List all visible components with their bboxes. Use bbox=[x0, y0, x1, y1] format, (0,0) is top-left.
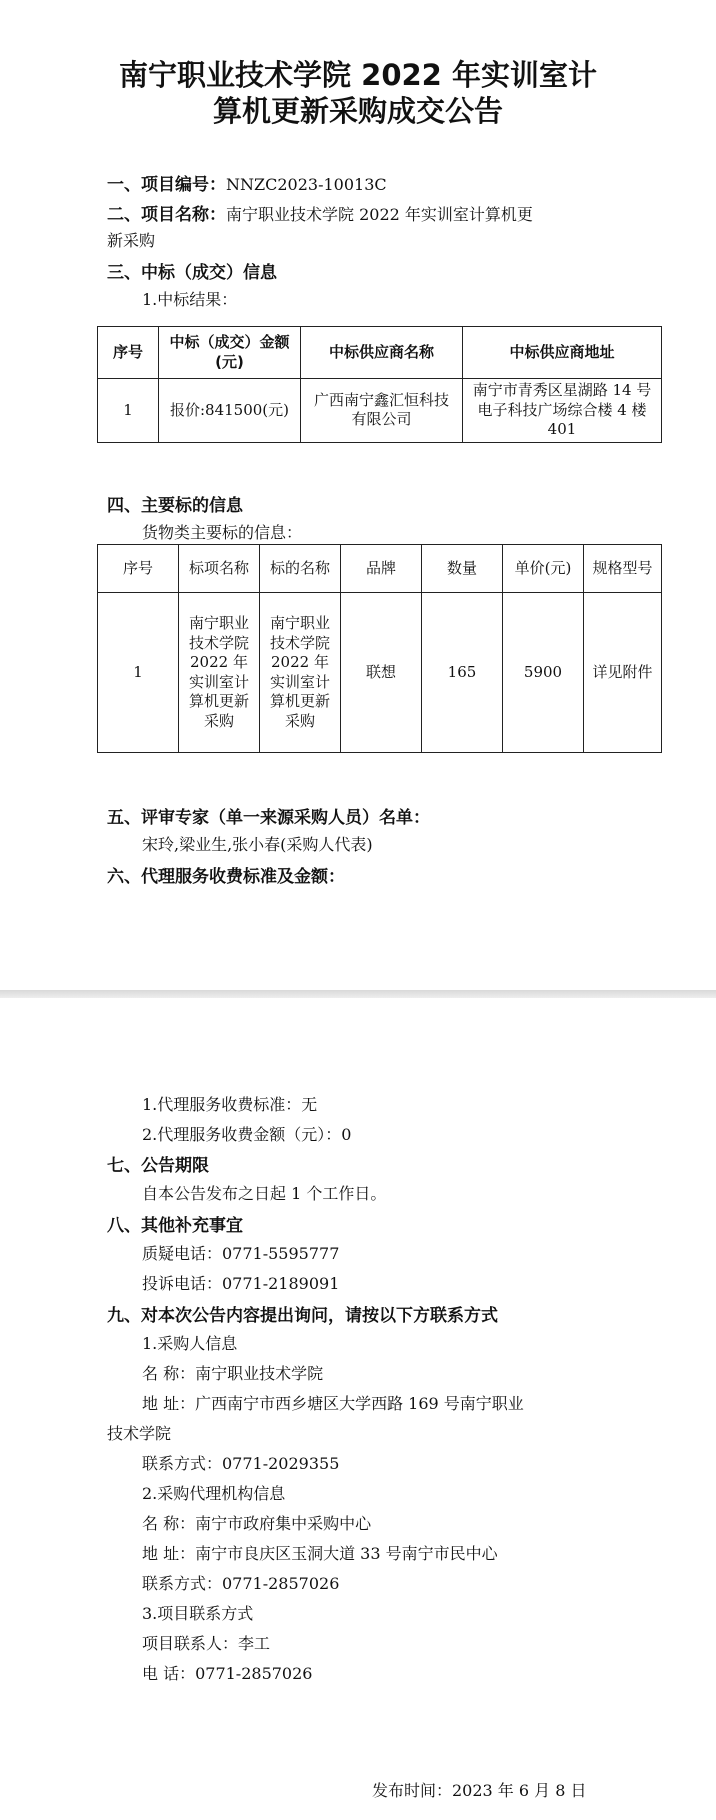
project-number: NNZC2023-10013C bbox=[226, 175, 387, 194]
agency-fee-standard: 1.代理服务收费标准：无 bbox=[142, 1095, 318, 1114]
goods-table-header: 标项名称 bbox=[179, 545, 260, 593]
goods-cell-unit-price: 5900 bbox=[503, 593, 584, 753]
table-row bbox=[98, 593, 662, 753]
award-table-header: 中标供应商名称 bbox=[301, 327, 463, 379]
award-table-header: 中标供应商地址 bbox=[463, 327, 662, 379]
section-2-heading: 二、项目名称： bbox=[107, 205, 226, 225]
award-table-header: 序号 bbox=[98, 327, 159, 379]
goods-table bbox=[97, 544, 662, 753]
goods-table-header: 数量 bbox=[422, 545, 503, 593]
agent-info-heading: 2.采购代理机构信息 bbox=[142, 1484, 286, 1503]
award-result-label: 1.中标结果： bbox=[142, 290, 238, 309]
section-1-heading: 一、项目编号： bbox=[107, 175, 226, 195]
page-2 bbox=[0, 998, 716, 1820]
goods-cell-spec: 详见附件 bbox=[584, 593, 662, 753]
buyer-address-line-2: 技术学院 bbox=[107, 1424, 172, 1443]
award-table bbox=[97, 326, 662, 443]
expert-list: 宋玲,梁业生,张小春(采购人代表) bbox=[142, 835, 373, 854]
section-3-heading: 三、中标（成交）信息 bbox=[107, 263, 277, 283]
project-contact-person: 项目联系人：李工 bbox=[142, 1634, 271, 1653]
buyer-contact: 联系方式：0771-2029355 bbox=[142, 1454, 340, 1473]
project-contact-phone: 电 话：0771-2857026 bbox=[142, 1664, 313, 1683]
project-contact-heading: 3.项目联系方式 bbox=[142, 1604, 254, 1623]
award-cell-amount: 报价:841500(元) bbox=[159, 379, 301, 443]
section-7-heading: 七、公告期限 bbox=[107, 1156, 209, 1176]
buyer-info-heading: 1.采购人信息 bbox=[142, 1334, 238, 1353]
page-title-line-1: 南宁职业技术学院 2022 年实训室计 bbox=[119, 58, 597, 92]
project-name-line-1: 南宁职业技术学院 2022 年实训室计算机更 bbox=[226, 205, 533, 224]
complaint-phone: 投诉电话：0771-2189091 bbox=[142, 1274, 340, 1293]
query-phone: 质疑电话：0771-5595777 bbox=[142, 1244, 340, 1263]
goods-table-header: 规格型号 bbox=[584, 545, 662, 593]
notice-period: 自本公告发布之日起 1 个工作日。 bbox=[142, 1184, 387, 1203]
section-6-heading: 六、代理服务收费标准及金额： bbox=[107, 867, 345, 887]
award-cell-address: 南宁市青秀区星湖路 14 号电子科技广场综合楼 4 楼 401 bbox=[463, 379, 662, 443]
goods-table-header: 品牌 bbox=[341, 545, 422, 593]
agency-fee-amount: 2.代理服务收费金额（元）：0 bbox=[142, 1125, 352, 1144]
goods-table-header: 单价(元) bbox=[503, 545, 584, 593]
goods-cell-index: 1 bbox=[98, 593, 179, 753]
buyer-name: 名 称：南宁职业技术学院 bbox=[142, 1364, 324, 1383]
agent-address: 地 址：南宁市良庆区玉洞大道 33 号南宁市民中心 bbox=[142, 1544, 498, 1563]
award-cell-index: 1 bbox=[98, 379, 159, 443]
goods-info-label: 货物类主要标的信息： bbox=[142, 523, 303, 542]
agent-name: 名 称：南宁市政府集中采购中心 bbox=[142, 1514, 372, 1533]
goods-cell-lot-name: 南宁职业技术学院 2022 年实训室计算机更新采购 bbox=[179, 593, 260, 753]
goods-table-header: 标的名称 bbox=[260, 545, 341, 593]
award-cell-supplier: 广西南宁鑫汇恒科技有限公司 bbox=[301, 379, 463, 443]
project-name-line-2: 新采购 bbox=[107, 231, 156, 250]
goods-cell-quantity: 165 bbox=[422, 593, 503, 753]
agent-contact: 联系方式：0771-2857026 bbox=[142, 1574, 340, 1593]
page-title-line-2: 算机更新采购成交公告 bbox=[212, 94, 503, 128]
table-row bbox=[98, 379, 662, 443]
page-separator bbox=[0, 990, 716, 998]
goods-cell-brand: 联想 bbox=[341, 593, 422, 753]
goods-cell-item-name: 南宁职业技术学院 2022 年实训室计算机更新采购 bbox=[260, 593, 341, 753]
publish-date: 发布时间：2023 年 6 月 8 日 bbox=[372, 1781, 587, 1800]
buyer-address-line-1: 地 址：广西南宁市西乡塘区大学西路 169 号南宁职业 bbox=[142, 1394, 524, 1413]
goods-table-header: 序号 bbox=[98, 545, 179, 593]
section-8-heading: 八、其他补充事宜 bbox=[107, 1216, 243, 1236]
section-4-heading: 四、主要标的信息 bbox=[107, 496, 243, 516]
section-5-heading: 五、评审专家（单一来源采购人员）名单： bbox=[107, 808, 430, 828]
award-table-header: 中标（成交）金额(元) bbox=[159, 327, 301, 379]
section-9-heading: 九、对本次公告内容提出询问，请按以下方联系方式 bbox=[107, 1306, 498, 1326]
